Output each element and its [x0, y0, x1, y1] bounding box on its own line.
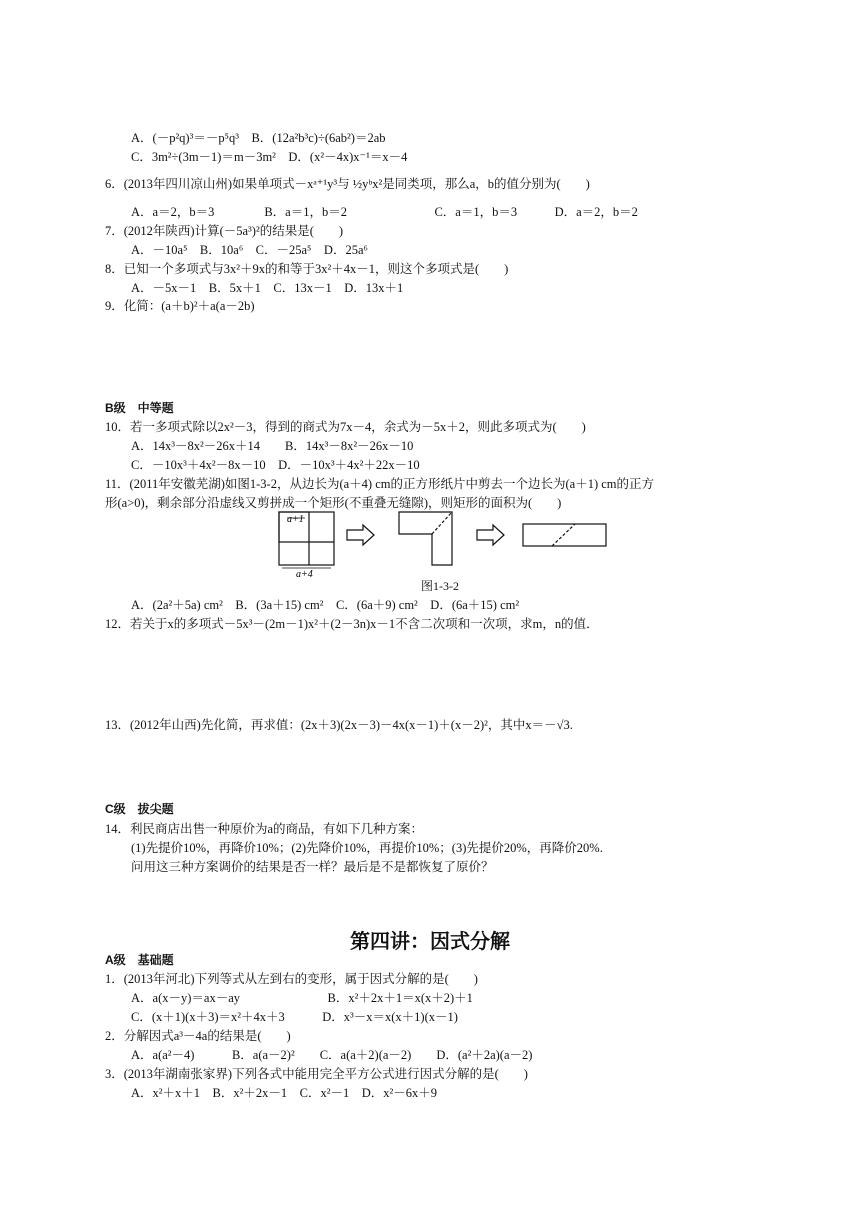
q11-options: A．(2a²＋5a) cm² B．(3a＋15) cm² C．(6a＋9) cm² D．(6a＋15) cm²: [131, 598, 520, 612]
q1-options-ab: A．a(x－y)＝ax－ay B．x²＋2x＋1＝x(x＋2)＋1: [131, 991, 473, 1005]
lecture-title: 第四讲：因式分解: [350, 929, 510, 953]
question-10: 10．若一多项式除以2x²－3，得到的商式为7x－4，余式为－5x＋2，则此多项式为( ): [105, 420, 586, 434]
arrow-2: [477, 525, 504, 545]
q10-options-cd: C．－10x³＋4x²－8x－10 D．－10x³＋4x²＋22x－10: [131, 458, 420, 472]
section-a-level: A级 基础题: [105, 953, 174, 967]
q10-options-ab: A．14x³－8x²－26x＋14 B．14x³－8x²－26x－10: [131, 439, 414, 453]
question-12: 12．若关于x的多项式－5x³－(2m－1)x²＋(2－3n)x－1不含二次项和一次项，求m，n的值．: [105, 617, 599, 631]
l-shape: [399, 512, 452, 565]
question-14: 14．利民商店出售一种原价为a的商品，有如下几种方案：: [105, 822, 424, 836]
q8-options: A．－5x－1 B．5x＋1 C．13x－1 D．13x＋1: [131, 281, 404, 295]
q14-schemes: (1)先提价10%，再降价10%；(2)先降价10%，再提价10%；(3)先提价20%，再降价20%.: [131, 841, 603, 855]
label-top: a+1: [287, 514, 304, 525]
question-3: 3．(2013年湖南张家界)下列各式中能用完全平方公式进行因式分解的是( ): [105, 1067, 528, 1081]
q2-options: A．a(a²－4) B．a(a－2)² C．a(a＋2)(a－2) D．(a²＋2a)(a－2): [131, 1048, 533, 1062]
dashed-cut-1: [432, 512, 452, 534]
figure-1-3-2: [0, 504, 860, 578]
question-9: 9．化简：(a＋b)²＋a(a－2b): [105, 299, 255, 313]
question-7: 7．(2012年陕西)计算(－5a³)²的结果是( ): [105, 224, 344, 238]
q3-options: A．x²＋x＋1 B．x²＋2x－1 C．x²－1 D．x²－6x＋9: [131, 1086, 437, 1100]
dashed-cut-2: [552, 524, 575, 546]
section-c-level: C级 拔尖题: [105, 802, 174, 816]
q6-options: A．a＝2，b＝3 B．a＝1，b＝2 C．a＝1，b＝3 D．a＝2，b＝2: [131, 205, 638, 219]
label-bottom: a+4: [296, 569, 313, 578]
q7-options: A．－10a⁵ B．10a⁶ C．－25a⁵ D．25a⁶: [131, 243, 368, 257]
q14-question: 问用这三种方案调价的结果是否一样？最后是不是都恢复了原价？: [131, 860, 494, 874]
figure-caption: 图1-3-2: [421, 579, 459, 593]
question-6: 6．(2013年四川凉山州)如果单项式－xᵃ⁺¹y³与 ½yᵇx²是同类项，那么a，b的值分别为( ): [105, 177, 590, 191]
question-13: 13．(2012年山西)先化简，再求值：(2x＋3)(2x－3)－4x(x－1)＋(x－2)²，其中x＝－√3.: [105, 718, 573, 732]
question-1: 1．(2013年河北)下列等式从左到右的变形，属于因式分解的是( ): [105, 972, 478, 986]
q5-options-ab: A．(－p²q)³＝－p⁵q³ B．(12a²b³c)÷(6ab²)＝2ab: [131, 131, 386, 145]
question-11-line1: 11．(2011年安徽芜湖)如图1-3-2，从边长为(a＋4) cm的正方形纸片中剪去一个边长为(a＋1) cm的正方: [105, 477, 655, 491]
section-b-level: B级 中等题: [105, 401, 174, 415]
question-11-line2: 形(a>0)，剩余部分沿虚线又剪拼成一个矩形(不重叠无缝隙)，则矩形的面积为( ): [105, 496, 562, 510]
q1-options-cd: C．(x＋1)(x＋3)＝x²＋4x＋3 D．x³－x＝x(x＋1)(x－1): [131, 1010, 458, 1024]
q5-options-cd: C．3m²÷(3m－1)＝m－3m² D．(x²－4x)x⁻¹＝x－4: [131, 150, 408, 164]
question-2: 2．分解因式a³－4a的结果是( ): [105, 1029, 291, 1043]
question-8: 8．已知一个多项式与3x²＋9x的和等于3x²＋4x－1，则这个多项式是( ): [105, 262, 509, 276]
arrow-1: [347, 525, 374, 545]
rectangle: [523, 524, 606, 546]
